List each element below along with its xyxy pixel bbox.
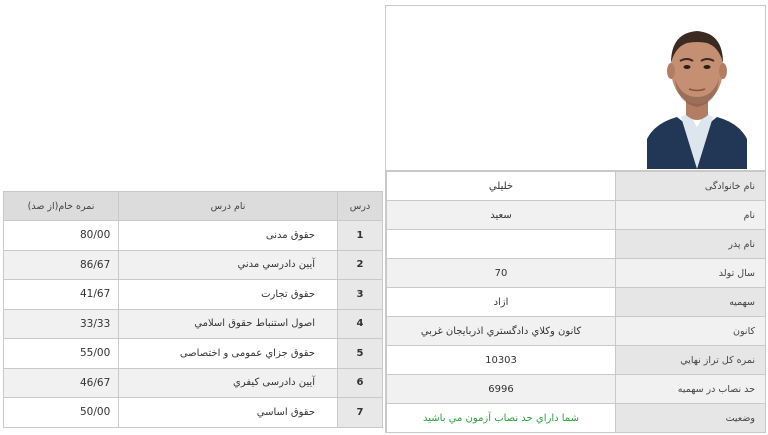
info-label: نام (616, 201, 766, 230)
info-row-final-score (387, 346, 766, 375)
table-row (4, 339, 383, 369)
photo-area (386, 6, 765, 171)
course-name: اصول استنباط حقوق اسلامي (119, 309, 338, 339)
info-value: 6996 (387, 375, 616, 404)
table-row (4, 368, 383, 398)
profile-info-table (386, 171, 766, 433)
course-number: 2 (338, 250, 383, 280)
course-number: 3 (338, 280, 383, 310)
table-row (4, 309, 383, 339)
header-course-score: نمره خام(از صد) (4, 192, 119, 221)
course-number: 4 (338, 309, 383, 339)
course-name: حقوق تجارت (119, 280, 338, 310)
info-row-birth-year (387, 259, 766, 288)
profile-panel (385, 5, 766, 433)
info-label: سهميه (616, 288, 766, 317)
status-message: شما داراي حد نصاب آزمون مي باشيد (387, 404, 616, 433)
info-row-bar-association (387, 317, 766, 346)
table-row (4, 221, 383, 251)
info-value: كانون وكلاي دادگستري اذربايجان غربي (387, 317, 616, 346)
info-value: 70 (387, 259, 616, 288)
course-score: 33/33 (4, 309, 119, 339)
info-row-father-name (387, 230, 766, 259)
person-photo-icon (647, 11, 747, 169)
info-row-quota (387, 288, 766, 317)
info-label: وضعيت (616, 404, 766, 433)
course-score: 55/00 (4, 339, 119, 369)
course-name: آيين دادرسي مدني (119, 250, 338, 280)
info-row-last-name (387, 172, 766, 201)
info-value: 10303 (387, 346, 616, 375)
course-score: 46/67 (4, 368, 119, 398)
course-name: حقوق مدنی (119, 221, 338, 251)
course-score: 50/00 (4, 398, 119, 428)
courses-header-row (4, 192, 383, 221)
header-course-number: درس (338, 192, 383, 221)
course-name: حقوق جزاي عمومی و اختصاصی (119, 339, 338, 369)
table-row (4, 398, 383, 428)
course-number: 6 (338, 368, 383, 398)
course-number: 5 (338, 339, 383, 369)
info-row-first-name (387, 201, 766, 230)
course-name: حقوق اساسي (119, 398, 338, 428)
info-label: نمره كل تراز نهايي (616, 346, 766, 375)
course-score: 86/67 (4, 250, 119, 280)
courses-table (3, 191, 383, 428)
course-score: 80/00 (4, 221, 119, 251)
table-row (4, 250, 383, 280)
info-label: نام خانوادگی (616, 172, 766, 201)
info-row-quota-threshold (387, 375, 766, 404)
info-value (387, 230, 616, 259)
info-value: خليلي (387, 172, 616, 201)
table-row (4, 280, 383, 310)
info-label: نام پدر (616, 230, 766, 259)
info-label: كانون (616, 317, 766, 346)
info-row-status (387, 404, 766, 433)
course-number: 7 (338, 398, 383, 428)
info-label: حد نصاب در سهميه (616, 375, 766, 404)
course-score: 41/67 (4, 280, 119, 310)
course-number: 1 (338, 221, 383, 251)
course-name: آيين دادرسی كيفري (119, 368, 338, 398)
info-label: سال تولد (616, 259, 766, 288)
header-course-name: نام درس (119, 192, 338, 221)
info-value: سعيد (387, 201, 616, 230)
info-value: ازاد (387, 288, 616, 317)
